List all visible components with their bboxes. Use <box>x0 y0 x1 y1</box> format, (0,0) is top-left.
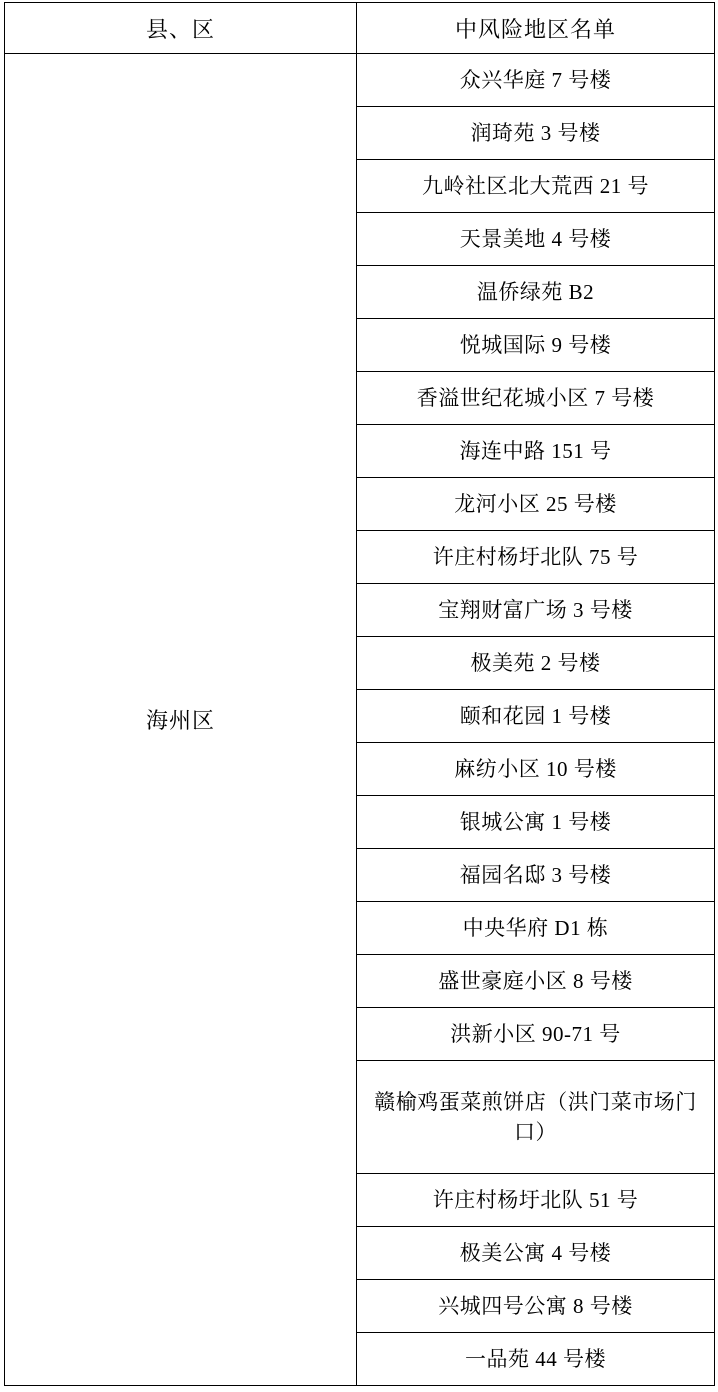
list-item: 龙河小区 25 号楼 <box>357 478 715 531</box>
list-item: 盛世豪庭小区 8 号楼 <box>357 955 715 1008</box>
list-item: 九岭社区北大荒西 21 号 <box>357 160 715 213</box>
list-item: 宝翔财富广场 3 号楼 <box>357 584 715 637</box>
list-item: 极美公寓 4 号楼 <box>357 1227 715 1280</box>
table-row <box>5 54 715 107</box>
list-item: 银城公寓 1 号楼 <box>357 796 715 849</box>
list-item: 颐和花园 1 号楼 <box>357 690 715 743</box>
list-item: 兴城四号公寓 8 号楼 <box>357 1280 715 1333</box>
list-item: 天景美地 4 号楼 <box>357 213 715 266</box>
list-item: 一品苑 44 号楼 <box>357 1333 715 1386</box>
list-item: 许庄村杨圩北队 75 号 <box>357 531 715 584</box>
list-item: 悦城国际 9 号楼 <box>357 319 715 372</box>
list-item: 温侨绿苑 B2 <box>357 266 715 319</box>
list-item: 极美苑 2 号楼 <box>357 637 715 690</box>
header-district: 县、区 <box>5 3 357 54</box>
list-item: 麻纺小区 10 号楼 <box>357 743 715 796</box>
list-item: 许庄村杨圩北队 51 号 <box>357 1174 715 1227</box>
district-name-cell: 海州区 <box>5 54 357 1386</box>
medium-risk-area-table <box>4 2 715 1386</box>
header-risk-list: 中风险地区名单 <box>357 3 715 54</box>
list-item: 众兴华庭 7 号楼 <box>357 54 715 107</box>
table-header-row <box>5 3 715 54</box>
list-item: 中央华府 D1 栋 <box>357 902 715 955</box>
list-item: 福园名邸 3 号楼 <box>357 849 715 902</box>
list-item: 香溢世纪花城小区 7 号楼 <box>357 372 715 425</box>
list-item: 海连中路 151 号 <box>357 425 715 478</box>
list-item: 润琦苑 3 号楼 <box>357 107 715 160</box>
list-item: 赣榆鸡蛋菜煎饼店（洪门菜市场门口） <box>357 1061 715 1174</box>
list-item: 洪新小区 90-71 号 <box>357 1008 715 1061</box>
